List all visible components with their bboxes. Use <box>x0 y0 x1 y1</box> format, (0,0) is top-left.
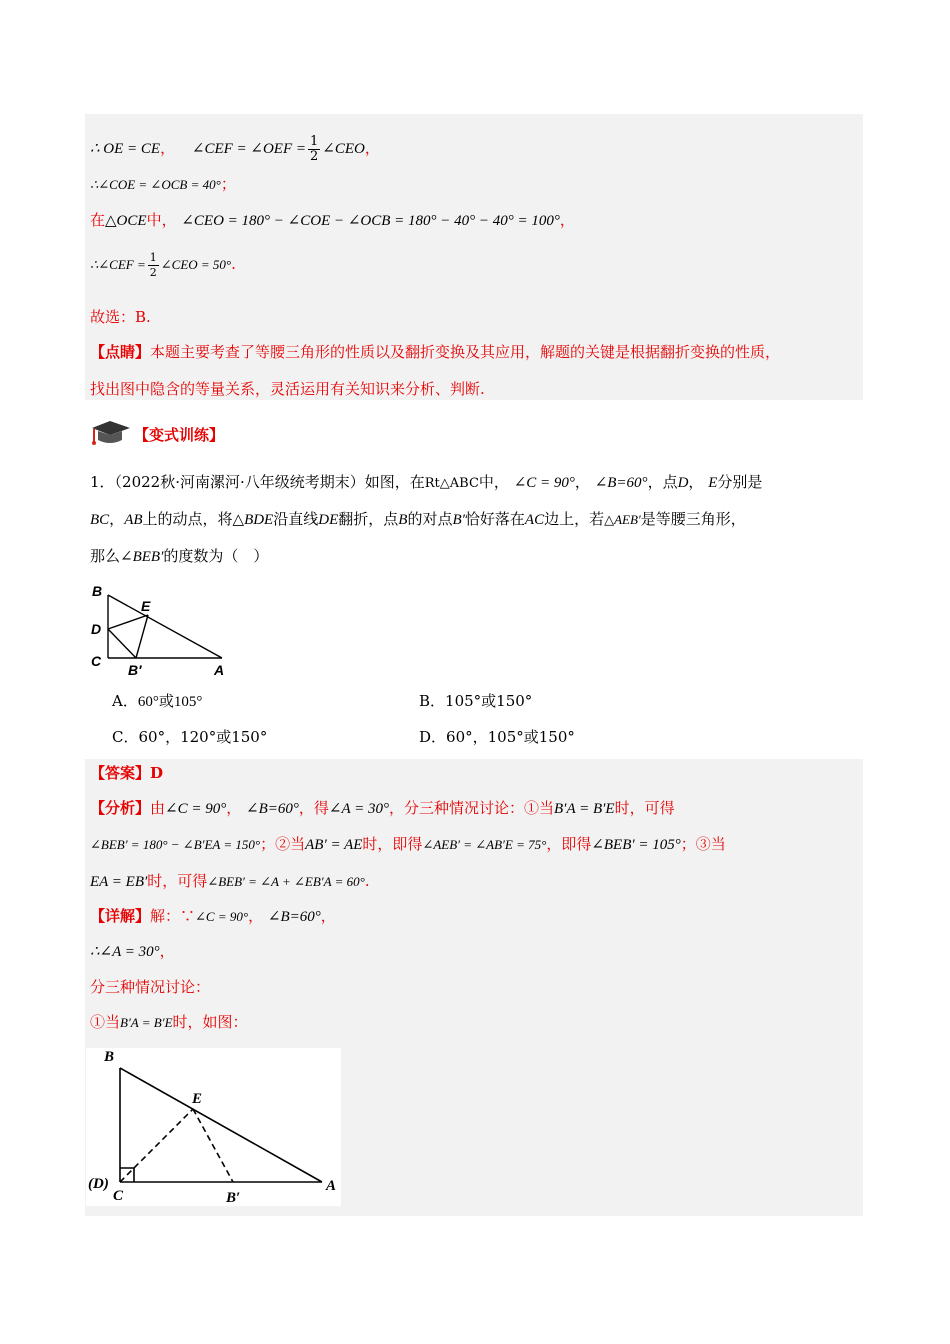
option-d[interactable]: D．60°，105°或150° <box>419 728 575 746</box>
section-title: 【变式训练】 <box>134 426 225 444</box>
analysis-line-1: 【分析】由∠C = 90°， ∠B=60°，得∠A = 30°，分三种情况讨论：①当B′A = B′E时，可得 <box>90 799 675 817</box>
label-B-prime: B′ <box>128 662 142 678</box>
detail-line-1: 【详解】解：∵∠C = 90°， ∠B=60°， <box>90 907 336 925</box>
figure-triangle-2 <box>86 1048 341 1206</box>
fig2-label-C: C <box>113 1188 124 1204</box>
option-a[interactable]: A．60°或105° <box>112 692 203 710</box>
comment-line-1: 【点睛】本题主要考查了等腰三角形的性质以及翻折变换及其应用，解题的关键是根据翻折变换的性质， <box>90 343 781 361</box>
question-line-2: BC，AB上的动点，将△BDE沿直线DE翻折，点B的对点B′恰好落在AC边上，若△AEB′是等腰三角形， <box>90 510 746 528</box>
analysis-line-3: EA = EB′时，可得∠BEB′ = ∠A + ∠EB′A = 60°. <box>90 872 370 890</box>
solution-line-4: ∴∠CEF = $\frac{1}{2}$ ∠CEO = 50°. <box>90 250 236 279</box>
answer-line: 【答案】D <box>90 764 164 782</box>
detail-line-3: 分三种情况讨论： <box>90 978 211 996</box>
label-B: B <box>92 583 103 599</box>
fraction-half-2: $\frac{1}{2}$ <box>149 250 157 279</box>
fig2-label-A: A <box>326 1178 337 1194</box>
fig2-label-B-prime: B′ <box>226 1190 241 1206</box>
graduation-cap-icon <box>88 418 132 448</box>
question-line-3: 那么∠BEB′的度数为（ ） <box>90 547 269 565</box>
solution-line-1: ∴ OE = CE， ∠CEF = ∠OEF = $\frac{1}{2}$ ∠CEO， <box>90 133 380 164</box>
fraction-half: $\frac{1}{2}$ <box>310 133 319 164</box>
solution-line-2: ∴∠COE = ∠OCB = 40°； <box>90 175 236 193</box>
option-b[interactable]: B．105°或150° <box>419 692 533 710</box>
label-D: D <box>91 621 102 637</box>
comment-line-2: 找出图中隐含的等量关系，灵活运用有关知识来分析、判断. <box>90 380 485 398</box>
detail-line-2: ∴∠A = 30°， <box>90 942 175 960</box>
label-C: C <box>91 653 102 669</box>
label-A: A <box>214 662 225 678</box>
fig2-label-B: B <box>104 1049 115 1065</box>
choice-line: 故选：B. <box>90 308 151 326</box>
question-line-1: 1．（2022秋·河南漯河·八年级统考期末）如图，在Rt△ABC中， ∠C = 90°， ∠B=60°，点D， E分别是 <box>90 473 763 491</box>
figure-triangle-1 <box>86 578 236 678</box>
option-c[interactable]: C．60°，120°或150° <box>112 728 268 746</box>
detail-line-4: ①当B′A = B′E时，如图： <box>90 1013 248 1031</box>
label-E: E <box>141 598 151 614</box>
fig2-label-E: E <box>192 1091 203 1107</box>
analysis-line-2: ∠BEB′ = 180° − ∠B′EA = 150°；②当AB′ = AE时，即得∠AEB′ = ∠AB′E = 75°，即得∠BEB′ = 105°；③当 <box>90 835 726 853</box>
solution-line-3: 在△OCE中， ∠CEO = 180° − ∠COE − ∠OCB = 180° − 40° − 40° = 100°， <box>90 211 575 229</box>
fig2-label-D: (D) <box>88 1176 109 1192</box>
